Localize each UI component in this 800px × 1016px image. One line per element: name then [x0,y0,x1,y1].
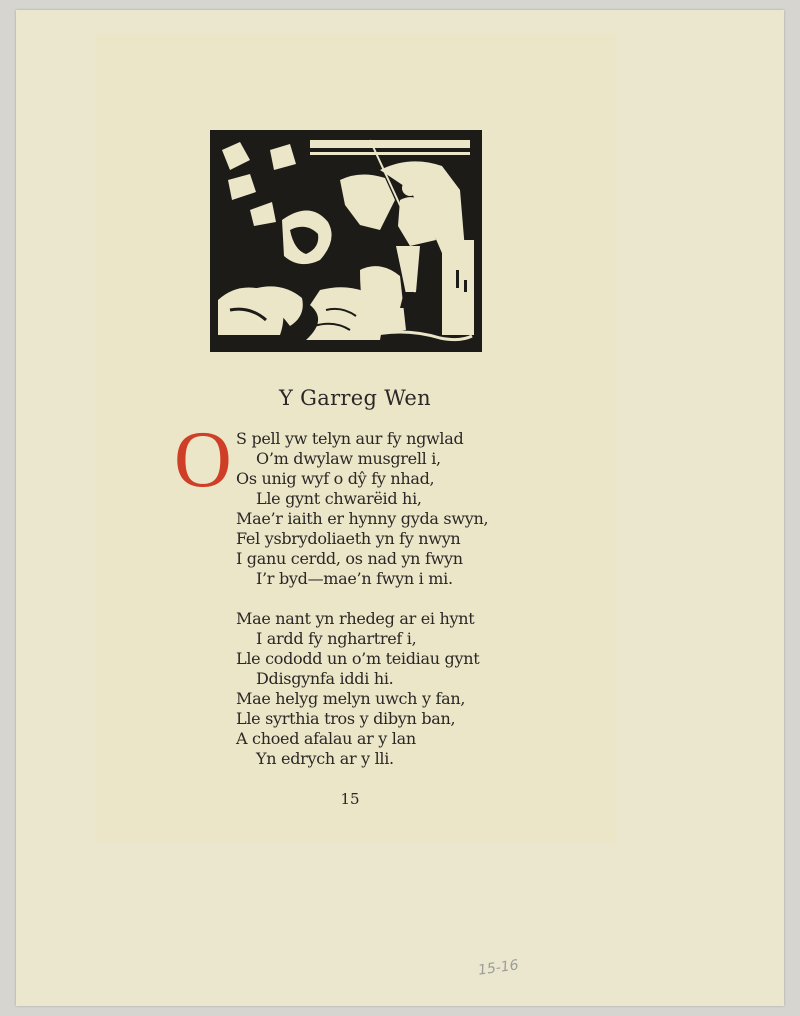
poem-line: A choed afalau ar y lan [236,729,416,748]
poem-title: Y Garreg Wen [279,386,431,410]
drop-cap: O [174,416,232,504]
poem-line: Lle syrthia tros y dibyn ban, [236,709,456,728]
poem-line: Ddisgynfa iddi hi. [256,669,394,688]
poem-line: Mae’r iaith er hynny gyda swyn, [236,509,489,528]
poem-line: Mae nant yn rhedeg ar ei hynt [236,609,475,628]
poem-line: I ganu cerdd, os nad yn fwyn [236,549,463,568]
page-number: 15 [340,790,360,808]
poem-line: Fel ysbrydoliaeth yn fy nwyn [236,529,461,548]
poem-line: S pell yw telyn aur fy ngwlad [236,429,464,448]
poem-line: I ardd fy nghartref i, [256,629,417,648]
poem-line: Yn edrych ar y lli. [256,749,394,768]
pencil-annotation: 15-16 [477,957,520,979]
stanza-1 [236,429,488,589]
poem-line: I’r byd—mae’n fwyn i mi. [256,569,453,588]
poem-line: O’m dwylaw musgrell i, [256,449,441,468]
poem-line: Lle cododd un o’m teidiau gynt [236,649,480,668]
poem-line: Lle gynt chwarëid hi, [256,489,422,508]
stanza-2 [236,609,479,769]
woodcut-illustration [210,130,482,352]
poem-line: Os unig wyf o dŷ fy nhad, [236,469,435,488]
poem-line: Mae helyg melyn uwch y fan, [236,689,466,708]
